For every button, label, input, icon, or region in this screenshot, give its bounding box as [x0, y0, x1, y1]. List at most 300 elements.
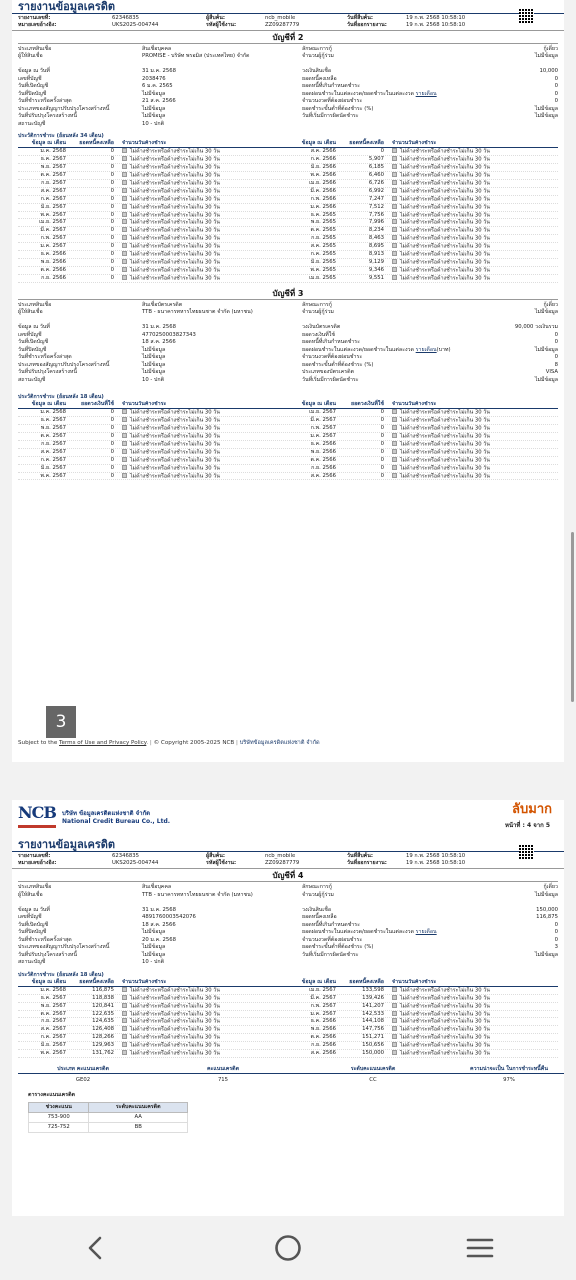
label: จำนวนผู้กู้ร่วม [302, 891, 334, 898]
history-month: ม.ค. 2568 [40, 409, 66, 416]
terms-link[interactable]: Terms of Use and Privacy Policy [59, 740, 147, 746]
repay-probability-value: 97% [503, 1077, 515, 1084]
value: ไม่มีข้อมูล [534, 951, 558, 958]
value: กู้เดี่ยว [543, 46, 558, 52]
status-box-icon [392, 1042, 397, 1047]
label: ลักษณะการกู้ [302, 884, 332, 890]
history-amount: 0 [110, 195, 114, 202]
score-level-value: CC [369, 1077, 377, 1084]
status-box-icon [122, 1050, 127, 1055]
table-row [18, 188, 558, 196]
status-text: ไม่ค้างชำระหรือค้างชำระไม่เกิน 30 วัน [130, 465, 220, 472]
ncb-logo-bar [18, 825, 56, 828]
table-row [18, 275, 558, 283]
value-report-date: 19 ก.พ. 2568 10:58:10 [406, 860, 466, 866]
label: วันที่เปิดบัญชี [18, 83, 49, 89]
account-2-info [12, 44, 564, 130]
value: 0 [554, 83, 558, 89]
history-status [118, 1011, 288, 1018]
history-status [388, 1034, 558, 1041]
history-status [118, 227, 288, 234]
history-amount: 128,266 [92, 1034, 114, 1041]
table-row [18, 1003, 558, 1011]
label-ref-no: รายงานเลขที่: [18, 853, 51, 859]
status-box-icon [122, 457, 127, 462]
label: ผู้ให้สินเชื่อ [18, 891, 43, 898]
history-month: พ.ย. 2566 [310, 1026, 336, 1033]
history-status [118, 441, 288, 448]
label: จำนวนวันค้างชำระ [122, 401, 167, 408]
installment-link[interactable]: รายเดือน [415, 90, 437, 97]
ncb-header [12, 802, 564, 830]
history-month: ส.ค. 2567 [40, 187, 66, 194]
history-amount: 0 [110, 433, 114, 440]
status-box-icon [122, 1042, 127, 1047]
history-month: มิ.ย. 2567 [40, 1042, 66, 1049]
status-text: ไม่ค้างชำระหรือค้างชำระไม่เกิน 30 วัน [130, 188, 220, 195]
history-month: มี.ค. 2566 [310, 187, 336, 194]
history-status [388, 172, 558, 179]
status-box-icon [392, 188, 397, 193]
status-text: ไม่ค้างชำระหรือค้างชำระไม่เกิน 30 วัน [400, 987, 490, 994]
company-name: บริษัทข้อมูลเครดิตแห่งชาติ จำกัด [239, 740, 320, 746]
history-month: มี.ค. 2567 [40, 227, 66, 234]
label: ยอดหนี้คงเหลือ [302, 914, 337, 920]
status-text: ไม่ค้างชำระหรือค้างชำระไม่เกิน 30 วัน [130, 1034, 220, 1041]
history-status [388, 267, 558, 274]
value: ไม่มีข้อมูล [142, 951, 166, 958]
label: ผู้ให้สินเชื่อ [18, 309, 43, 316]
status-box-icon [122, 449, 127, 454]
history-month: พ.ค. 2566 [310, 172, 336, 179]
history-amount: 0 [380, 464, 384, 471]
history-month: ก.ค. 2567 [40, 1034, 66, 1041]
copyright-text: © Copyright 2005-2025 NCB [153, 740, 235, 746]
history-month: ก.ค. 2567 [40, 456, 66, 463]
label: ยอดวงเงินที่ใช้ [81, 401, 114, 408]
table-row [18, 457, 558, 465]
status-text: ไม่ค้างชำระหรือค้างชำระไม่เกิน 30 วัน [400, 172, 490, 179]
history-status [388, 417, 558, 424]
status-box-icon [392, 409, 397, 414]
history-status [388, 196, 558, 203]
history-amount: 0 [110, 409, 114, 416]
history-status [118, 219, 288, 226]
history-month: มี.ค. 2567 [310, 994, 336, 1001]
status-box-icon [122, 1018, 127, 1023]
value-inquiry-no: UKS2025-004744 [112, 22, 159, 28]
status-text: ไม่ค้างชำระหรือค้างชำระไม่เกิน 30 วัน [130, 449, 220, 456]
status-text: ไม่ค้างชำระหรือค้างชำระไม่เกิน 30 วัน [400, 441, 490, 448]
status-box-icon [392, 204, 397, 209]
value: ไม่มีข้อมูล [142, 113, 166, 119]
history-month: พ.ย. 2566 [310, 448, 336, 455]
history-amount: 0 [110, 179, 114, 186]
value-inquiry-no: UKS2025-004744 [112, 860, 159, 866]
table-row [18, 172, 558, 180]
history-amount: 0 [380, 417, 384, 424]
history-status [388, 409, 558, 416]
table-row [18, 196, 558, 204]
status-text: ไม่ค้างชำระหรือค้างชำระไม่เกิน 30 วัน [400, 259, 490, 266]
label-user-code: รหัสผู้ใช้งาน: [206, 860, 237, 866]
label-inquiry-date: วันที่สืบค้น: [347, 853, 373, 859]
label-member: ผู้สืบค้น: [206, 15, 225, 21]
range-cell: 725-752 [29, 1122, 89, 1132]
status-text: ไม่ค้างชำระหรือค้างชำระไม่เกิน 30 วัน [400, 204, 490, 211]
value: ไม่มีข้อมูล [534, 309, 558, 316]
history-month: ธ.ค. 2567 [40, 417, 66, 424]
installment-link[interactable]: รายเดือน [415, 346, 437, 353]
level-header: ระดับคะแนนเครดิต [89, 1102, 188, 1112]
status-box-icon [392, 1011, 397, 1016]
history-month: มิ.ย. 2566 [310, 164, 336, 171]
history-amount: 9,551 [368, 274, 384, 281]
status-text: ไม่ค้างชำระหรือค้างชำระไม่เกิน 30 วัน [130, 180, 220, 187]
value-inquiry-date: 19 ก.พ. 2568 10:58:10 [406, 15, 466, 21]
value-user-code: ZZ09287779 [265, 860, 300, 866]
history-amount: 6,460 [368, 172, 384, 179]
label: ข้อมูล ณ เดือน [301, 140, 336, 147]
history-status [118, 196, 288, 203]
history-status [388, 987, 558, 994]
status-box-icon [392, 449, 397, 454]
label: ยอดหนี้คงเหลือ [349, 140, 384, 147]
history-amount: 7,996 [368, 219, 384, 226]
account-4-title: บัญชีที่ 4 [272, 871, 304, 880]
table-row [18, 409, 558, 417]
history-month: เม.ย. 2567 [39, 219, 66, 226]
level-cell: AA [89, 1112, 188, 1122]
status-box-icon [122, 473, 127, 478]
home-button[interactable] [263, 1228, 313, 1268]
value: 0 [554, 936, 558, 943]
label: เลขที่บัญชี [18, 75, 42, 82]
status-text: ไม่ค้างชำระหรือค้างชำระไม่เกิน 30 วัน [400, 425, 490, 432]
history-month: ก.พ. 2567 [40, 235, 66, 242]
history-amount: 0 [380, 425, 384, 432]
label: ยอดหนี้คงเหลือ [79, 978, 114, 985]
status-box-icon [392, 212, 397, 217]
history-amount: 6,992 [368, 187, 384, 194]
label: ยอดผ่อนชำระในแต่ละงวด/ยอดชำระในแต่ละงวด [302, 90, 414, 97]
status-text: ไม่ค้างชำระหรือค้างชำระไม่เกิน 30 วัน [130, 425, 220, 432]
history-amount: 0 [110, 258, 114, 265]
history-status [388, 1026, 558, 1033]
history-month: ก.ค. 2565 [310, 250, 336, 257]
value: ไม่มีข้อมูล [142, 346, 166, 353]
score-header: คะแนนเครดิต [148, 1066, 298, 1074]
status-text: ไม่ค้างชำระหรือค้างชำระไม่เกิน 30 วัน [400, 156, 490, 163]
page-footer: Subject to the Terms of Use and Privacy Policy. | © Copyright 2005-2025 NCB | บริษัทข้อมูลเครดิตแห่งชาติ จำกัด [18, 740, 320, 746]
history-amount: 0 [110, 156, 114, 163]
status-box-icon [392, 425, 397, 430]
status-box-icon [392, 251, 397, 256]
status-box-icon [122, 243, 127, 248]
score-type-value: GE02 [75, 1077, 91, 1084]
history-amount: 0 [110, 456, 114, 463]
label: Subject to the [18, 740, 60, 746]
table-row [18, 441, 558, 449]
status-text: ไม่ค้างชำระหรือค้างชำระไม่เกิน 30 วัน [400, 449, 490, 456]
value: 10 - ปกติ [142, 959, 165, 965]
status-box-icon [122, 267, 127, 272]
history-amount: 0 [380, 456, 384, 463]
status-text: ไม่ค้างชำระหรือค้างชำระไม่เกิน 30 วัน [130, 417, 220, 424]
report-title: รายงานข้อมูลเครดิต [18, 0, 116, 13]
history-amount: 0 [110, 243, 114, 250]
history-month: ม.ค. 2568 [40, 986, 66, 993]
history-status [118, 1034, 288, 1041]
label: ยอดหนี้คงเหลือ [302, 75, 337, 82]
status-text: ไม่ค้างชำระหรือค้างชำระไม่เกิน 30 วัน [400, 251, 490, 258]
history-amount: 141,207 [362, 1002, 384, 1009]
history-month: ม.ค. 2566 [310, 203, 336, 210]
status-box-icon [122, 995, 127, 1000]
company-name-en: National Credit Bureau Co., Ltd. [62, 818, 171, 825]
value: ไม่มีข้อมูล [534, 376, 558, 383]
status-text: ไม่ค้างชำระหรือค้างชำระไม่เกิน 30 วัน [130, 409, 220, 416]
label: จำนวนงวดที่ต้องผ่อนชำระ [302, 98, 363, 104]
ncb-company-name [62, 810, 170, 826]
value: สินเชื่อบุคคล [142, 884, 172, 890]
label: (บาท) [436, 346, 451, 353]
label: ข้อมูล ณ เดือน [31, 140, 66, 147]
status-box-icon [122, 1034, 127, 1039]
status-text: ไม่ค้างชำระหรือค้างชำระไม่เกิน 30 วัน [130, 204, 220, 211]
status-box-icon [392, 156, 397, 161]
account-4-history-title: ประวัติการชำระ (ย้อนหลัง 18 เดือน) [18, 971, 104, 978]
label: วันที่ชำระหรือครั้งล่าสุด [18, 98, 72, 104]
company-name-th: บริษัท ข้อมูลเครดิตแห่งชาติ จำกัด [62, 810, 151, 817]
label: วันที่เริ่มมีการผิดนัดชำระ [302, 113, 359, 119]
history-status [388, 473, 558, 480]
history-month: ต.ค. 2566 [40, 266, 66, 273]
status-box-icon [122, 188, 127, 193]
history-amount: 0 [380, 448, 384, 455]
value: สินเชื่อบัตรเครดิต [142, 301, 183, 308]
score-table [28, 1102, 188, 1134]
status-box-icon [122, 180, 127, 185]
status-box-icon [392, 1018, 397, 1023]
status-box-icon [392, 259, 397, 264]
table-row [18, 204, 558, 212]
label: ยอดวงเงินที่ใช้ [302, 331, 335, 338]
status-text: ไม่ค้างชำระหรือค้างชำระไม่เกิน 30 วัน [400, 188, 490, 195]
status-box-icon [392, 148, 397, 153]
ncb-logo: NCB [18, 803, 56, 822]
status-box-icon [392, 227, 397, 232]
label: ยอดหนี้ที่เกินกำหนดชำระ [302, 921, 360, 928]
value: ไม่มีข้อมูล [142, 105, 166, 112]
value: ไม่มีข้อมูล [142, 369, 166, 376]
score-type-header: ประเภท คะแนนเครดิต [18, 1066, 148, 1074]
history-month: ต.ค. 2567 [40, 1010, 66, 1017]
history-status [388, 188, 558, 195]
account-4-info [12, 882, 564, 969]
status-text: ไม่ค้างชำระหรือค้างชำระไม่เกิน 30 วัน [130, 1042, 220, 1049]
history-status [388, 212, 558, 219]
status-box-icon [392, 1026, 397, 1031]
history-month: พ.ย. 2567 [40, 425, 66, 432]
history-month: ธ.ค. 2567 [40, 156, 66, 163]
back-button[interactable] [71, 1228, 121, 1268]
table-row [18, 1042, 558, 1050]
history-status [388, 275, 558, 282]
scrollbar[interactable] [571, 532, 574, 702]
label: วันที่ปรับปรุงโครงสร้างหนี้ [18, 951, 78, 958]
history-status [118, 172, 288, 179]
history-month: ก.พ. 2567 [310, 425, 336, 432]
history-amount: 0 [110, 448, 114, 455]
label: ยอดชำระขั้นต่ำที่ต้องชำระ (%) [302, 361, 374, 368]
value-member: ncb_mobile [265, 15, 296, 21]
status-text: ไม่ค้างชำระหรือค้างชำระไม่เกิน 30 วัน [400, 1018, 490, 1025]
table-row [18, 425, 558, 433]
recents-icon [465, 1236, 495, 1260]
label: ข้อมูล ณ เดือน [301, 978, 336, 985]
status-text: ไม่ค้างชำระหรือค้างชำระไม่เกิน 30 วัน [130, 987, 220, 994]
value-ref-no: 62346835 [112, 853, 139, 859]
label: ประเภทของสัญญาปรับปรุงโครงสร้างหนี้ [18, 944, 110, 950]
status-box-icon [392, 164, 397, 169]
status-text: ไม่ค้างชำระหรือค้างชำระไม่เกิน 30 วัน [400, 243, 490, 250]
label: วันที่ชำระหรือครั้งล่าสุด [18, 936, 72, 943]
history-amount: 120,841 [92, 1002, 114, 1009]
value: 18 ส.ค. 2566 [142, 339, 176, 346]
history-status [388, 465, 558, 472]
status-box-icon [392, 243, 397, 248]
value: ไม่มีข้อมูล [142, 929, 166, 935]
history-status [118, 1050, 288, 1057]
history-status [118, 987, 288, 994]
table-row [18, 433, 558, 441]
history-month: ต.ค. 2567 [40, 172, 66, 179]
table-row [18, 1026, 558, 1034]
status-text: ไม่ค้างชำระหรือค้างชำระไม่เกิน 30 วัน [130, 267, 220, 274]
status-box-icon [122, 227, 127, 232]
status-text: ไม่ค้างชำระหรือค้างชำระไม่เกิน 30 วัน [130, 1026, 220, 1033]
table-row [18, 227, 558, 235]
history-amount: 0 [110, 266, 114, 273]
history-status [118, 1042, 288, 1049]
table-row [18, 417, 558, 425]
installment-link[interactable]: รายเดือน [415, 929, 437, 935]
history-amount: 0 [110, 164, 114, 171]
report-page-3 [12, 0, 564, 762]
value: ไม่มีข้อมูล [534, 105, 558, 112]
history-month: ม.ค. 2567 [310, 1010, 336, 1017]
status-text: ไม่ค้างชำระหรือค้างชำระไม่เกิน 30 วัน [400, 1042, 490, 1049]
status-box-icon [122, 148, 127, 153]
label: จำนวนผู้กู้ร่วม [302, 53, 334, 59]
history-month: ก.พ. 2567 [310, 1002, 336, 1009]
status-text: ไม่ค้างชำระหรือค้างชำระไม่เกิน 30 วัน [400, 196, 490, 203]
label-inquiry-no: หมายเลขอ้างอิง: [18, 860, 57, 866]
table-row [18, 1018, 558, 1026]
value: 4891760003542076 [142, 914, 196, 920]
status-box-icon [122, 433, 127, 438]
value: TTB - ธนาคารทหารไทยธนชาต จำกัด (มหาชน) [142, 309, 253, 316]
status-box-icon [392, 196, 397, 201]
history-month: เม.ย. 2567 [309, 986, 336, 993]
value: ไม่มีข้อมูล [534, 346, 558, 353]
label: ลักษณะการกู้ [302, 301, 332, 308]
history-month: มี.ค. 2567 [310, 417, 336, 424]
history-status [118, 425, 288, 432]
status-text: ไม่ค้างชำระหรือค้างชำระไม่เกิน 30 วัน [400, 465, 490, 472]
label: จำนวนวันค้างชำระ [392, 140, 437, 147]
value: 10,000 [539, 68, 558, 74]
status-text: ไม่ค้างชำระหรือค้างชำระไม่เกิน 30 วัน [400, 275, 490, 282]
history-month: ม.ค. 2567 [40, 243, 66, 250]
table-row [18, 219, 558, 227]
status-text: ไม่ค้างชำระหรือค้างชำระไม่เกิน 30 วัน [400, 473, 490, 480]
status-box-icon [122, 196, 127, 201]
history-status [118, 433, 288, 440]
label: ประเภทของสัญญาปรับปรุงโครงสร้างหนี้ [18, 361, 110, 368]
account-2-history-title: ประวัติการชำระ (ย้อนหลัง 34 เดือน) [18, 133, 104, 139]
label: ข้อมูล ณ เดือน [31, 401, 66, 408]
recents-button[interactable] [455, 1228, 505, 1268]
history-status [118, 995, 288, 1002]
status-text: ไม่ค้างชำระหรือค้างชำระไม่เกิน 30 วัน [400, 235, 490, 242]
history-amount: 0 [380, 433, 384, 440]
history-header [18, 140, 558, 148]
history-status [118, 267, 288, 274]
history-status [118, 259, 288, 266]
label: จำนวนวันค้างชำระ [122, 978, 167, 985]
history-status [118, 251, 288, 258]
value: 3 [554, 944, 558, 950]
status-text: ไม่ค้างชำระหรือค้างชำระไม่เกิน 30 วัน [130, 275, 220, 282]
status-box-icon [392, 180, 397, 185]
status-box-icon [122, 417, 127, 422]
value: 31 ม.ค. 2568 [142, 68, 176, 74]
score-level-header: ระดับคะแนนเครดิต [298, 1066, 448, 1074]
label: ยอดหนี้คงเหลือ [349, 978, 384, 985]
back-icon [85, 1235, 107, 1261]
status-text: ไม่ค้างชำระหรือค้างชำระไม่เกิน 30 วัน [130, 164, 220, 171]
status-box-icon [122, 275, 127, 280]
history-month: มิ.ย. 2565 [310, 258, 336, 265]
label: วันที่เริ่มมีการผิดนัดชำระ [302, 376, 359, 383]
label: วันที่ชำระหรือครั้งล่าสุด [18, 354, 72, 361]
history-month: ส.ค. 2567 [40, 1026, 66, 1033]
table-row [18, 473, 558, 481]
history-status [118, 204, 288, 211]
value: 2038476 [142, 75, 166, 82]
history-month: ก.ย. 2567 [41, 441, 66, 448]
value: 20 ม.ค. 2568 [142, 936, 176, 943]
label: ข้อมูล ณ วันที่ [18, 906, 50, 913]
history-amount: 124,635 [92, 1018, 114, 1025]
history-amount: 129,963 [92, 1042, 114, 1049]
history-status [388, 1050, 558, 1057]
history-month: ก.ย. 2567 [41, 179, 66, 186]
history-amount: 0 [110, 441, 114, 448]
history-month: ธ.ค. 2566 [310, 1018, 336, 1025]
value: ไม่มีข้อมูล [142, 361, 166, 368]
status-text: ไม่ค้างชำระหรือค้างชำระไม่เกิน 30 วัน [130, 473, 220, 480]
history-amount: 118,838 [92, 994, 114, 1001]
history-status [388, 251, 558, 258]
credit-score-summary [12, 1066, 564, 1084]
status-box-icon [122, 164, 127, 169]
history-amount: 0 [110, 464, 114, 471]
label: ยอดผ่อนชำระในแต่ละงวด/ยอดชำระในแต่ละงวด [302, 346, 414, 353]
status-text: ไม่ค้างชำระหรือค้างชำระไม่เกิน 30 วัน [400, 417, 490, 424]
